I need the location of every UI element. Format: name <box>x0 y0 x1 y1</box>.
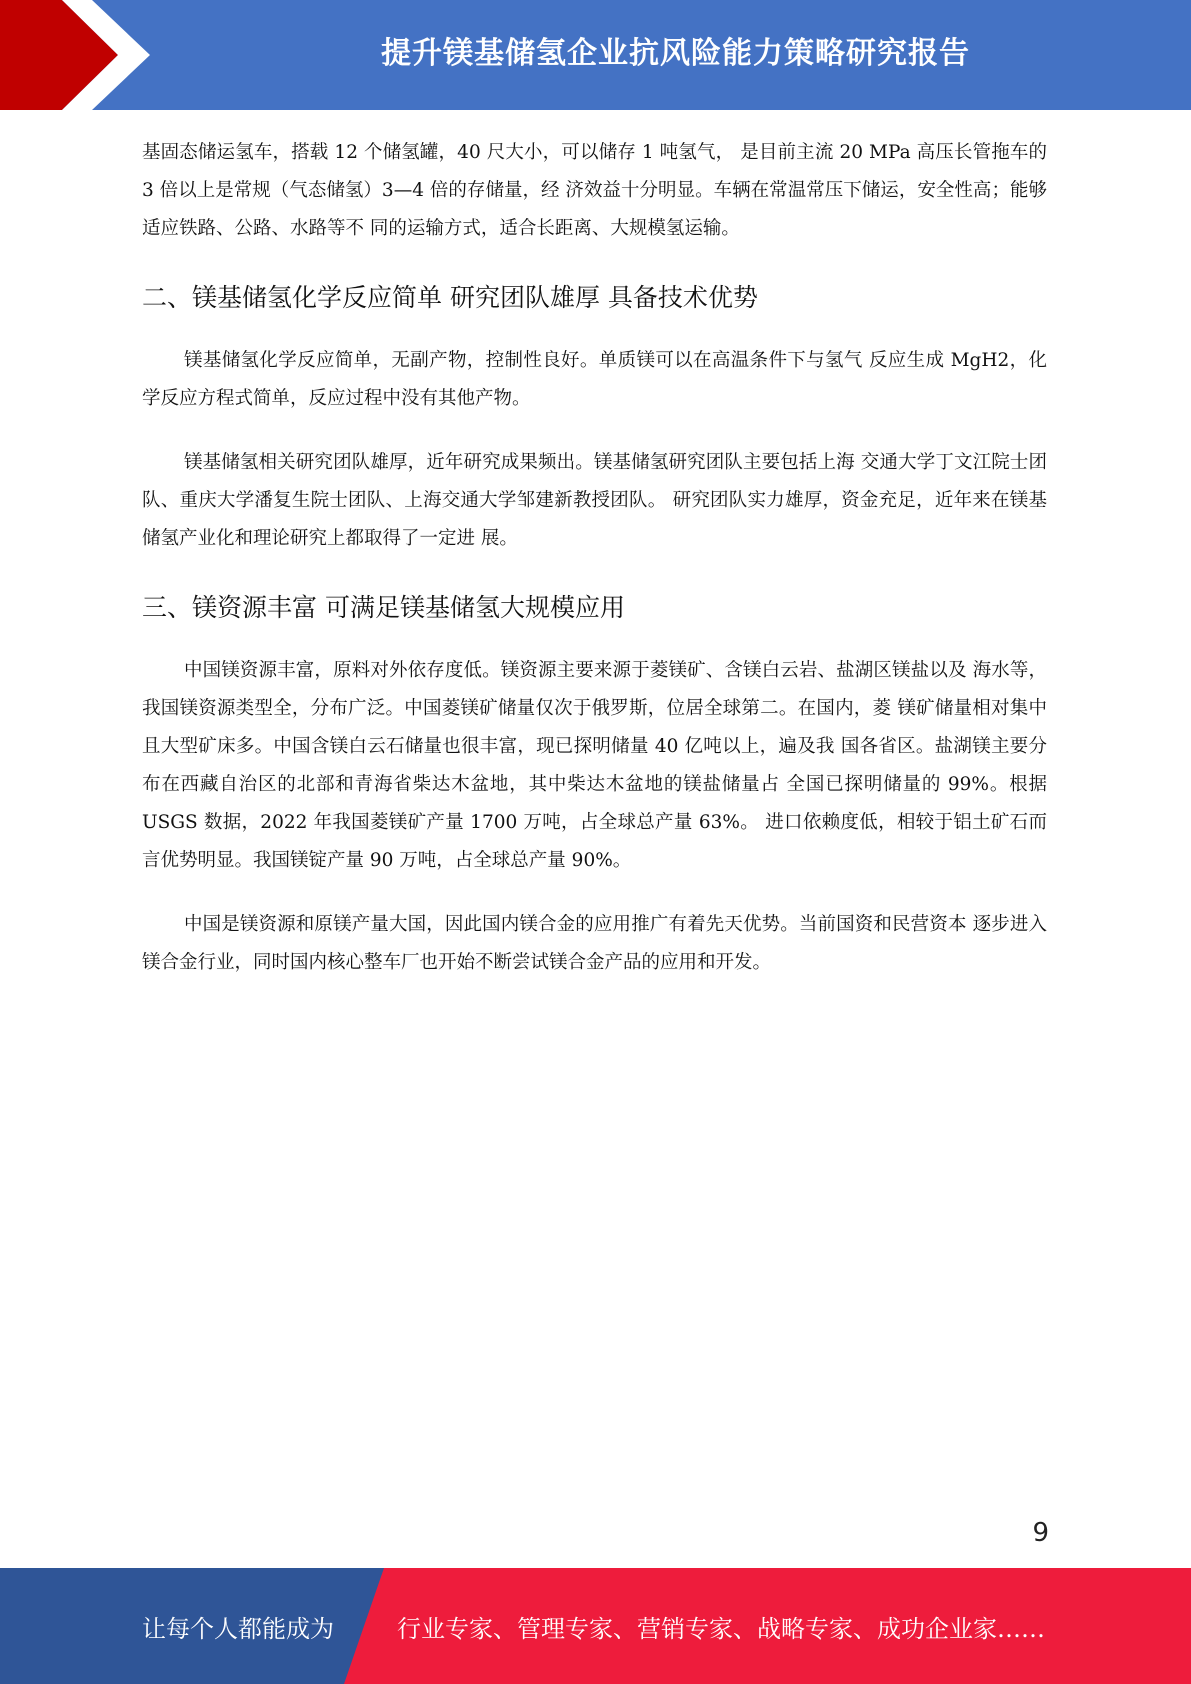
section-2-heading: 二、镁基储氢化学反应简单 研究团队雄厚 具备技术优势 <box>142 283 758 312</box>
report-title: 提升镁基储氢企业抗风险能力策略研究报告 <box>381 36 970 71</box>
section-3-heading: 三、镁资源丰富 可满足镁基储氢大规模应用 <box>142 593 625 622</box>
header-bar <box>0 0 1191 110</box>
page-number: 9 <box>1032 1518 1049 1548</box>
footer-slogan-right: 行业专家、管理专家、营销专家、战略专家、成功企业家…… <box>397 1614 1045 1643</box>
footer-slogan-left: 让每个人都能成为 <box>142 1614 334 1643</box>
section-3-paragraph-2: 中国是镁资源和原镁产量大国，因此国内镁合金的应用推广有着先天优势。当前国资和民营资本 逐步进入镁合金行业，同时国内核心整车厂也开始不断尝试镁合金产品的应用和开发。 <box>142 914 1047 973</box>
section-3-paragraph-1: 中国镁资源丰富，原料对外依存度低。镁资源主要来源于菱镁矿、含镁白云岩、盐湖区镁盐以及 海水等，我国镁资源类型全，分布广泛。中国菱镁矿储量仅次于俄罗斯，位居全球第二。在国内，菱 镁矿储量相对集中且大型矿床多。中国含镁白云石储量也很丰富，现已探明储量 40 亿吨以上，遍及我 国各省区。盐湖镁主要分布在西藏自治区的北部和青海省柴达木盆地，其中柴达木盆地的镁盐储量占 全国已探明储量的 99%。根据 USGS 数据，2022 年我国菱镁矿产量 1700 万吨，占全球总产量 63%。 进口依赖度低，相较于铝土矿石而言优势明显。我国镁锭产量 90 万吨，占全球总产量 90%。 <box>142 660 1047 871</box>
main-content <box>142 134 1047 982</box>
header-chevron-icon <box>0 0 160 110</box>
section-2-paragraph-1: 镁基储氢化学反应简单，无副产物，控制性良好。单质镁可以在高温条件下与氢气 反应生成 MgH2，化学反应方程式简单，反应过程中没有其他产物。 <box>142 350 1047 409</box>
section-2-paragraph-2: 镁基储氢相关研究团队雄厚，近年研究成果频出。镁基储氢研究团队主要包括上海 交通大学丁文江院士团队、重庆大学潘复生院士团队、上海交通大学邹建新教授团队。 研究团队实力雄厚，资金充足，近年来在镁基储氢产业化和理论研究上都取得了一定进 展。 <box>142 452 1047 549</box>
intro-paragraph: 基固态储运氢车，搭载 12 个储氢罐，40 尺大小，可以储存 1 吨氢气， 是目前主流 20 MPa 高压长管拖车的 3 倍以上是常规（气态储氢）3—4 倍的存储量，经 济效益十分明显。车辆在常温常压下储运，安全性高；能够适应铁路、公路、水路等不 同的运输方式，适合长距离、大规模氢运输。 <box>142 142 1047 239</box>
footer-banner <box>0 1568 1191 1684</box>
